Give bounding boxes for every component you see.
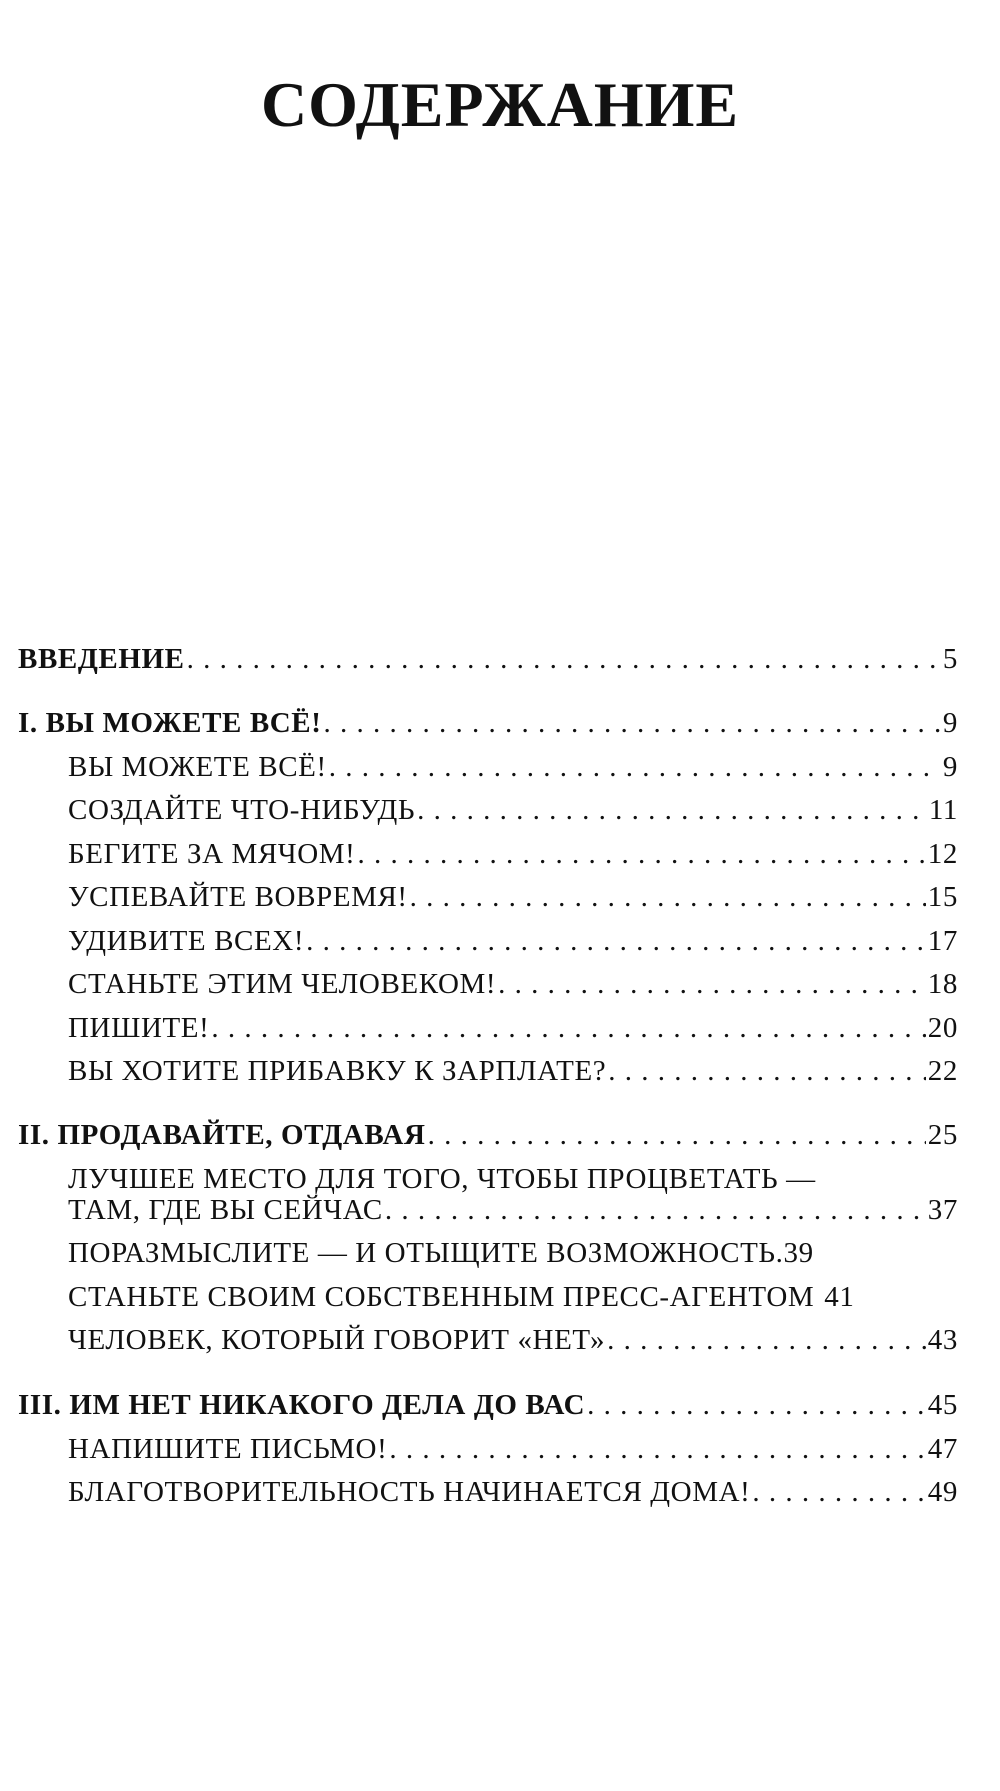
toc-entry-label: ВВЕДЕНИЕ — [18, 643, 185, 675]
toc-entry[interactable] — [68, 880, 958, 914]
toc-chapter-3[interactable] — [18, 1388, 958, 1422]
page-title: СОДЕРЖАНИЕ — [260, 69, 740, 140]
toc-chapter-1[interactable] — [18, 706, 958, 740]
toc-page-number: 15 — [927, 881, 958, 913]
toc-page-number: 49 — [927, 1476, 958, 1508]
toc-entry[interactable] — [68, 1011, 958, 1045]
toc-entry-label: ТАМ, ГДЕ ВЫ СЕЙЧАС — [68, 1194, 383, 1226]
leader-dots — [385, 1193, 926, 1227]
leader-dots — [498, 967, 926, 1001]
toc-page-number: 9 — [942, 751, 958, 783]
toc-chapter-2[interactable] — [18, 1118, 958, 1152]
toc-entry-label: БЛАГОТВОРИТЕЛЬНОСТЬ НАЧИНАЕТСЯ ДОМА! — [68, 1476, 751, 1508]
toc-entry[interactable] — [68, 750, 958, 784]
toc-entry[interactable] — [68, 924, 958, 958]
toc-page-number: 5 — [942, 643, 958, 675]
toc-page-number: 17 — [927, 925, 958, 957]
toc-page-number: 41 — [824, 1281, 855, 1313]
leader-dots — [324, 706, 941, 740]
toc-page-number: 9 — [942, 707, 958, 739]
toc-entry-label: УСПЕВАЙТЕ ВОВРЕМЯ! — [68, 881, 408, 913]
toc-entry[interactable] — [68, 1236, 958, 1270]
leader-dots — [306, 924, 926, 958]
toc-page-number: 20 — [927, 1012, 958, 1044]
toc-page-number: 39 — [783, 1237, 814, 1269]
toc-page-number: 18 — [927, 968, 958, 1000]
toc-page-number: 47 — [927, 1433, 958, 1465]
leader-dots — [428, 1118, 926, 1152]
leader-dots — [608, 1054, 926, 1088]
toc-entry[interactable] — [68, 1280, 988, 1314]
toc-entry-label: УДИВИТЕ ВСЕХ! — [68, 925, 305, 957]
toc-entry[interactable] — [68, 1323, 958, 1357]
toc-entry-label: ЧЕЛОВЕК, КОТОРЫЙ ГОВОРИТ «НЕТ» — [68, 1324, 606, 1356]
toc-page-number: 11 — [928, 794, 958, 826]
toc-entry-label: СТАНЬТЕ СВОИМ СОБСТВЕННЫМ ПРЕСС-АГЕНТОМ — [68, 1281, 815, 1313]
toc-entry[interactable] — [68, 1193, 958, 1227]
toc-entry[interactable] — [68, 793, 958, 827]
toc-page-number: 43 — [927, 1324, 958, 1356]
toc-entry-line-1[interactable]: ЛУЧШЕЕ МЕСТО ДЛЯ ТОГО, ЧТОБЫ ПРОЦВЕТАТЬ — — [68, 1163, 816, 1195]
toc-page-number: 37 — [927, 1194, 958, 1226]
leader-dots — [752, 1475, 925, 1509]
toc-page-number: 12 — [927, 838, 958, 870]
leader-dots — [329, 750, 941, 784]
toc-page-number: 22 — [927, 1055, 958, 1087]
leader-dots — [587, 1388, 926, 1422]
toc-chapter-label: I. ВЫ МОЖЕТЕ ВСЁ! — [18, 707, 322, 739]
toc-entry[interactable] — [68, 1475, 958, 1509]
leader-dots — [211, 1011, 925, 1045]
toc-entry-label: ВЫ МОЖЕТЕ ВСЁ! — [68, 751, 327, 783]
toc-entry[interactable] — [68, 837, 958, 871]
toc-page-number: 25 — [927, 1119, 958, 1151]
toc-entry[interactable] — [68, 1054, 958, 1088]
toc-chapter-label: II. ПРОДАВАЙТЕ, ОТДАВАЯ — [18, 1119, 426, 1151]
toc-entry-label: БЕГИТЕ ЗА МЯЧОМ! — [68, 838, 356, 870]
toc-entry-label: ВЫ ХОТИТЕ ПРИБАВКУ К ЗАРПЛАТЕ? — [68, 1055, 607, 1087]
leader-dots — [607, 1323, 926, 1357]
toc-page-number: 45 — [927, 1389, 958, 1421]
toc-entry[interactable] — [68, 967, 958, 1001]
toc-entry[interactable] — [68, 1432, 958, 1466]
leader-dots — [389, 1432, 925, 1466]
leader-dots — [417, 793, 927, 827]
toc-entry-label: НАПИШИТЕ ПИСЬМО! — [68, 1433, 388, 1465]
leader-dots — [187, 642, 941, 676]
leader-dots — [410, 880, 926, 914]
toc-chapter-label: III. ИМ НЕТ НИКАКОГО ДЕЛА ДО ВАС — [18, 1389, 586, 1421]
toc-entry-label: ПОРАЗМЫСЛИТЕ — И ОТЫЩИТЕ ВОЗМОЖНОСТЬ. — [68, 1237, 784, 1269]
toc-entry-label: ПИШИТЕ! — [68, 1012, 210, 1044]
toc-entry-label: СТАНЬТЕ ЭТИМ ЧЕЛОВЕКОМ! — [68, 968, 497, 1000]
leader-dots — [357, 837, 925, 871]
toc-entry-label: СОЗДАЙТЕ ЧТО-НИБУДЬ — [68, 794, 416, 826]
toc-entry-introduction[interactable] — [18, 642, 958, 676]
